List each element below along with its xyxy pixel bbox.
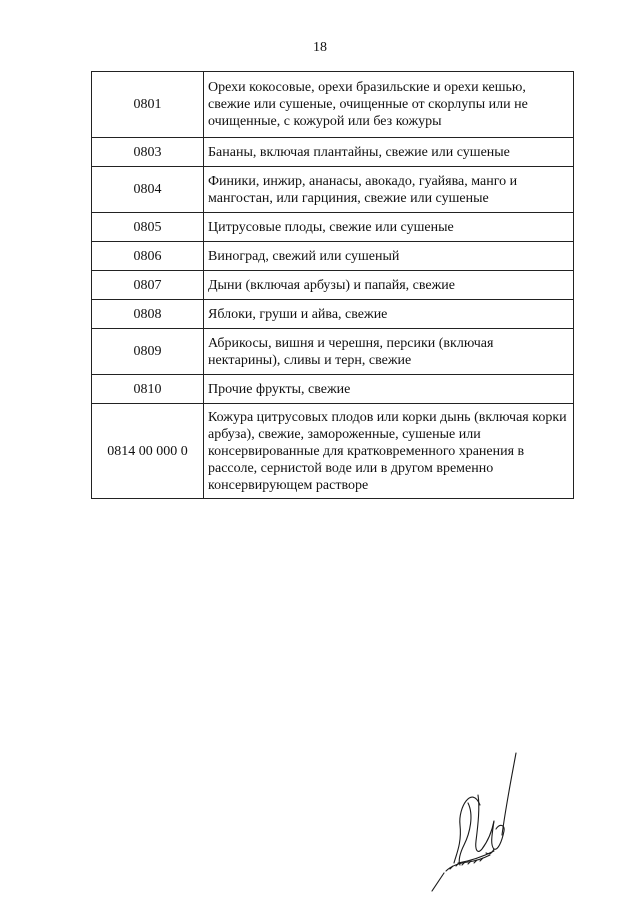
code-cell: 0814 00 000 0 [92,404,204,499]
handwritten-signature [420,745,530,895]
page-number: 18 [313,40,327,55]
table-row [92,213,574,242]
description-cell: Дыни (включая арбузы) и папайя, свежие [204,271,574,300]
table-row [92,138,574,167]
description-cell: Бананы, включая плантайны, свежие или сушеные [204,138,574,167]
tariff-code-table [91,71,574,499]
code-cell: 0808 [92,300,204,329]
code-cell: 0807 [92,271,204,300]
table-row [92,300,574,329]
code-cell: 0801 [92,72,204,138]
code-cell: 0803 [92,138,204,167]
description-cell: Цитрусовые плоды, свежие или сушеные [204,213,574,242]
description-cell: Финики, инжир, ананасы, авокадо, гуайява, манго и мангостан, или гарциния, свежие или сушеные [204,167,574,213]
code-cell: 0806 [92,242,204,271]
description-cell: Прочие фрукты, свежие [204,375,574,404]
description-cell: Яблоки, груши и айва, свежие [204,300,574,329]
table-row [92,375,574,404]
table-row [92,329,574,375]
table-row [92,404,574,499]
code-cell: 0805 [92,213,204,242]
table-row [92,271,574,300]
description-cell: Кожура цитрусовых плодов или корки дынь (включая корки арбуза), свежие, замороженные, сушеные или консервированные для кратковременного хранения в рассоле, сернистой воде или в другом временно консервирующем растворе [204,404,574,499]
description-cell: Орехи кокосовые, орехи бразильские и орехи кешью, свежие или сушеные, очищенные от скорлупы или не очищенные, с кожурой или без кожуры [204,72,574,138]
description-cell: Виноград, свежий или сушеный [204,242,574,271]
code-cell: 0810 [92,375,204,404]
code-cell: 0809 [92,329,204,375]
table-row [92,242,574,271]
code-cell: 0804 [92,167,204,213]
description-cell: Абрикосы, вишня и черешня, персики (включая нектарины), сливы и терн, свежие [204,329,574,375]
table-row [92,167,574,213]
table-row [92,72,574,138]
